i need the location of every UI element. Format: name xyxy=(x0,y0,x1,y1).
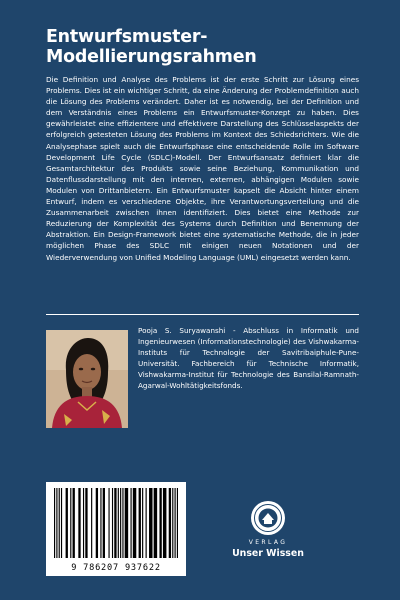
book-title-line-1: Entwurfsmuster- xyxy=(46,27,208,47)
barcode-bar xyxy=(78,488,80,558)
barcode-bar xyxy=(56,488,57,558)
publisher-seal-icon xyxy=(250,500,286,536)
barcode-bar xyxy=(108,488,109,558)
barcode-bar xyxy=(103,488,105,558)
barcode-bar xyxy=(177,488,178,558)
barcode-bar xyxy=(61,488,62,558)
barcode-bar xyxy=(139,488,141,558)
barcode-bar xyxy=(133,488,136,558)
barcode-bar xyxy=(100,488,101,558)
barcode-bar xyxy=(146,488,147,558)
barcode-bar xyxy=(175,488,176,558)
author-photo xyxy=(46,330,128,428)
book-description: Die Definition und Analyse des Problems ist der erste Schritt zur Lösung eines Problems. Dies ist ein wichtiger Schritt, da eine Änderung der Problemdefinition auch die Lösung des Problems verändert. Daher ist es notwendig, bei der Definition und dem Verständnis eines Problems ein Entwurfsmuster-Konzept zu haben. Dies gewährleistet eine effizientere und effektivere Darstellung des Schlüsselaspekts der erfolgreich getesteten Lösung des Problems im Kontext des Schiedsrichters. Wie die Analysephase spielt auch die Entwurfsphase eine entscheidende Rolle im Software Development Life Cycle (SDLC)-Modell. Der Entwurfsansatz definiert klar die Gesamtarchitektur des Produkts sowie seine Beziehung, Kommunikation und Datenflussdarstellung mit den internen, externen, abhängigen Modulen sowie Modulen von Drittanbietern. Ein Entwurfsmuster kapselt die Absicht hinter einem Entwurf, indem es verschiedene Objekte, ihre Verantwortungsverteilung und die Zusammenarbeit zwischen ihnen identifiziert. Dies bietet eine Methode zur Reduzierung der Komplexität des Systems durch Definition und Benennung der Abstraktion. Ein Design-Framework bietet eine systematische Methode, die in jeder möglichen Phase des SDLC mit einigen neuen Notationen und der Wiederverwendung von Unified Modeling Language (UML) eingesetzt werden kann. xyxy=(46,75,359,262)
isbn-barcode xyxy=(46,482,186,576)
barcode-bar xyxy=(149,488,152,558)
barcode-bar xyxy=(70,488,71,558)
barcode-bar xyxy=(54,488,55,558)
barcode-bar xyxy=(96,488,98,558)
barcode-bar xyxy=(118,488,119,558)
publisher-logo xyxy=(222,500,314,570)
barcode-bar xyxy=(59,488,60,558)
barcode-bar xyxy=(122,488,123,558)
barcode-bar xyxy=(112,488,113,558)
barcode-bar xyxy=(154,488,157,558)
barcode-bar xyxy=(125,488,128,558)
isbn-number: 9 786207 937622 xyxy=(71,563,161,573)
barcode-bar xyxy=(163,488,166,558)
book-title-line-2: Modellierungsrahmen xyxy=(46,47,257,67)
barcode-bar xyxy=(120,488,121,558)
barcode-bar xyxy=(66,488,68,558)
section-divider xyxy=(46,314,359,315)
barcode-bar xyxy=(142,488,143,558)
author-bio: Pooja S. Suryawanshi - Abschluss in Informatik und Ingenieurwesen (Informationstechnologie) des Vishwakarma-Instituts für Technologie der Savitribaiphule-Pune-Universität. Fachbereich für Technische Informatik, Vishwakarma-Institut für Technologie des Bansilal-Ramnath-Agarwal-Wohltätigkeitsfonds. xyxy=(138,326,359,391)
barcode-bar xyxy=(83,488,84,558)
barcode-bar xyxy=(172,488,173,558)
barcode-bars xyxy=(46,482,186,562)
barcode-bar xyxy=(114,488,116,558)
barcode-bar xyxy=(159,488,161,558)
publisher-verlag-label: VERLAG xyxy=(248,539,288,546)
barcode-bar xyxy=(85,488,87,558)
author-portrait-icon xyxy=(46,330,128,428)
barcode-bar xyxy=(91,488,92,558)
barcode-bar xyxy=(73,488,75,558)
publisher-name: Unser Wissen xyxy=(232,548,304,559)
barcode-bar xyxy=(130,488,131,558)
barcode-bar xyxy=(169,488,171,558)
book-title xyxy=(46,27,366,67)
